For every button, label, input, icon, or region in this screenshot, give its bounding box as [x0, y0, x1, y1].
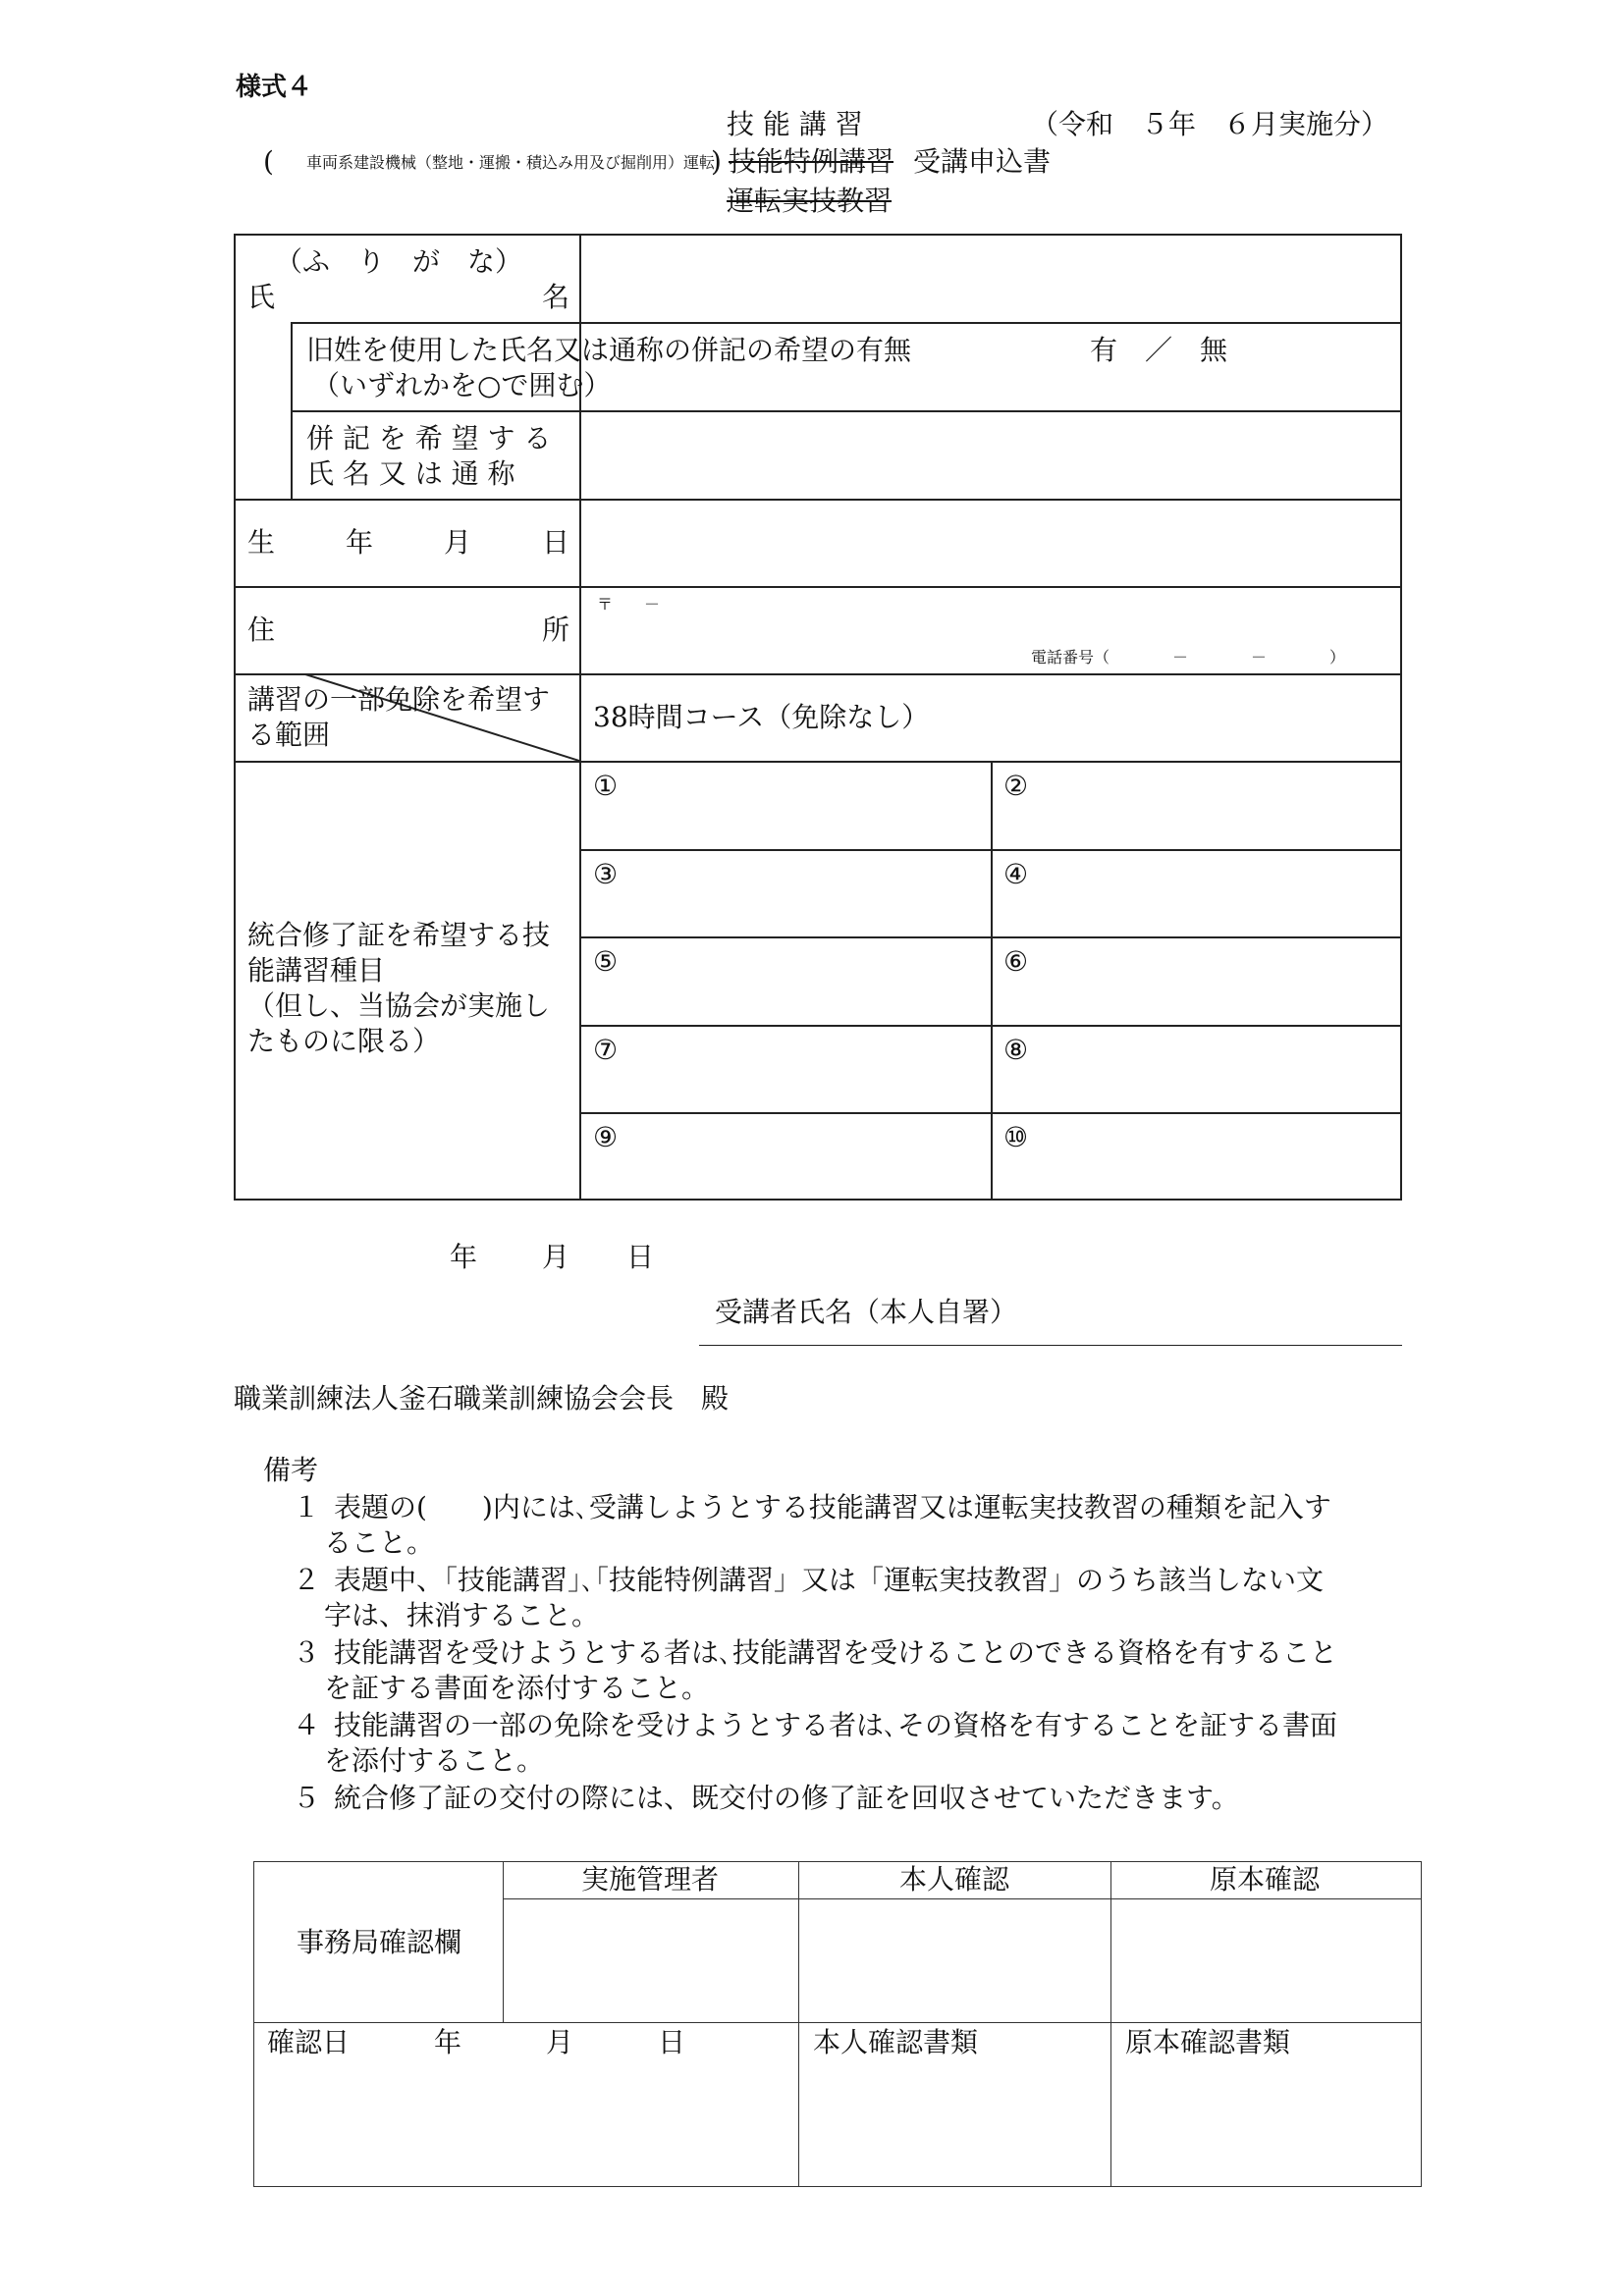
note-1-line1: 表題の( )内には､受講しようとする技能講習又は運転実技教習の種類を記入す	[334, 1491, 1331, 1523]
birth-label-1: 生	[247, 526, 276, 559]
name-label-1: 氏	[247, 281, 276, 313]
slot-3[interactable]: ③	[593, 858, 619, 890]
former-name-note: （いずれかを○で囲む）	[312, 369, 612, 401]
note-4-num: ４	[293, 1709, 321, 1741]
integrated-label-line2: 能講習種目	[247, 954, 386, 987]
slot-8[interactable]: ⑧	[1003, 1034, 1029, 1066]
former-name-question: 旧姓を使用した氏名又は通称の併記の希望の有無	[306, 334, 912, 366]
col-manager: 実施管理者	[581, 1863, 720, 1896]
course-kind-driving: 運転実技教習	[727, 185, 893, 217]
note-5-line1: 統合修了証の交付の際には、既交付の修了証を回収させていただきます。	[334, 1782, 1239, 1814]
name-label-2: 名	[542, 281, 570, 313]
application-title: 受講申込書	[913, 145, 1052, 178]
exemption-label-line2: る範囲	[247, 719, 331, 751]
note-3-line2: を証する書面を添付すること。	[324, 1672, 710, 1704]
original-docs-label: 原本確認書類	[1125, 2026, 1291, 2058]
implementation-period: （令和 ５年 ６月実施分）	[1031, 108, 1389, 140]
note-2-num: ２	[293, 1564, 321, 1596]
form-label: 様式４	[236, 73, 313, 102]
integrated-label-line4: たものに限る）	[247, 1025, 441, 1057]
note-3-num: ３	[293, 1636, 321, 1669]
alias-label-line1: 併 記 を 希 望 す る	[306, 422, 552, 454]
date-month-label: 月	[542, 1241, 570, 1273]
confirm-date-label: 確認日	[267, 2026, 351, 2058]
note-5-num: ５	[293, 1782, 321, 1814]
machine-type: 車両系建設機械（整地・運搬・積込み用及び掘削用）運転	[306, 153, 716, 172]
birth-date-field[interactable]	[583, 503, 1398, 584]
slot-2[interactable]: ②	[1003, 770, 1029, 802]
signature-line[interactable]	[699, 1345, 1402, 1346]
birth-label-2: 年	[346, 526, 374, 559]
address-field[interactable]	[583, 590, 1398, 671]
slot-7[interactable]: ⑦	[593, 1034, 619, 1066]
address-label-1: 住	[247, 614, 276, 646]
col-id-check: 本人確認	[899, 1863, 1010, 1896]
paren-open: (	[263, 145, 274, 178]
note-1-num: １	[293, 1491, 321, 1523]
note-1-line2: ること。	[324, 1526, 435, 1559]
alias-label-line2: 氏 名 又 は 通 称	[306, 457, 515, 490]
notes-title: 備考	[263, 1454, 319, 1486]
alias-field[interactable]	[583, 414, 1398, 497]
paren-close: )	[711, 145, 722, 178]
postal-mark: 〒 －	[597, 595, 661, 614]
applicant-signature-label: 受講者氏名（本人自署）	[715, 1296, 1018, 1328]
id-docs-label: 本人確認書類	[813, 2026, 979, 2058]
course-kind-special: 技能特例講習	[729, 145, 894, 178]
birth-label-4: 日	[542, 526, 570, 559]
address-label-2: 所	[542, 614, 570, 646]
confirm-month: 月	[546, 2026, 574, 2058]
slot-4[interactable]: ④	[1003, 858, 1029, 890]
integrated-label-line1: 統合修了証を希望する技	[247, 919, 551, 951]
slot-1[interactable]: ①	[593, 770, 619, 802]
exemption-value[interactable]: 38時間コース（免除なし）	[593, 701, 930, 733]
note-2-line2: 字は、抹消すること。	[324, 1599, 600, 1631]
integrated-label-line3: （但し、当協会が実施し	[247, 989, 551, 1022]
office-title: 事務局確認欄	[297, 1926, 462, 1958]
slot-5[interactable]: ⑤	[593, 945, 619, 978]
slot-6[interactable]: ⑥	[1003, 945, 1029, 978]
name-field[interactable]	[583, 238, 1398, 320]
note-2-line1: 表題中、｢技能講習｣､｢技能特例講習」又は「運転実技教習」のうち該当しない文	[334, 1564, 1325, 1596]
note-4-line1: 技能講習の一部の免除を受けようとする者は､その資格を有することを証する書面	[334, 1709, 1338, 1741]
note-4-line2: を添付すること。	[324, 1744, 545, 1777]
date-day-label: 日	[626, 1241, 655, 1273]
phone-label: 電話番号（ － － ）	[1031, 648, 1346, 667]
slot-10[interactable]: ⑩	[1003, 1121, 1029, 1153]
confirm-day: 日	[658, 2026, 686, 2058]
date-year-label: 年	[450, 1241, 478, 1273]
col-original-check: 原本確認	[1210, 1863, 1321, 1896]
course-kind-skills: 技 能 講 習	[727, 108, 863, 140]
furigana-label: （ふ り が な）	[275, 245, 523, 278]
birth-label-3: 月	[444, 526, 472, 559]
office-confirmation-table	[253, 1861, 1422, 2187]
addressee: 職業訓練法人釜石職業訓練協会会長 殿	[234, 1382, 730, 1415]
slot-9[interactable]: ⑨	[593, 1121, 619, 1153]
confirm-year: 年	[434, 2026, 462, 2058]
former-name-options[interactable]: 有 ／ 無	[1090, 334, 1228, 366]
exemption-label-line1: 講習の一部免除を希望す	[247, 683, 551, 716]
note-3-line1: 技能講習を受けようとする者は､技能講習を受けることのできる資格を有すること	[334, 1636, 1338, 1669]
